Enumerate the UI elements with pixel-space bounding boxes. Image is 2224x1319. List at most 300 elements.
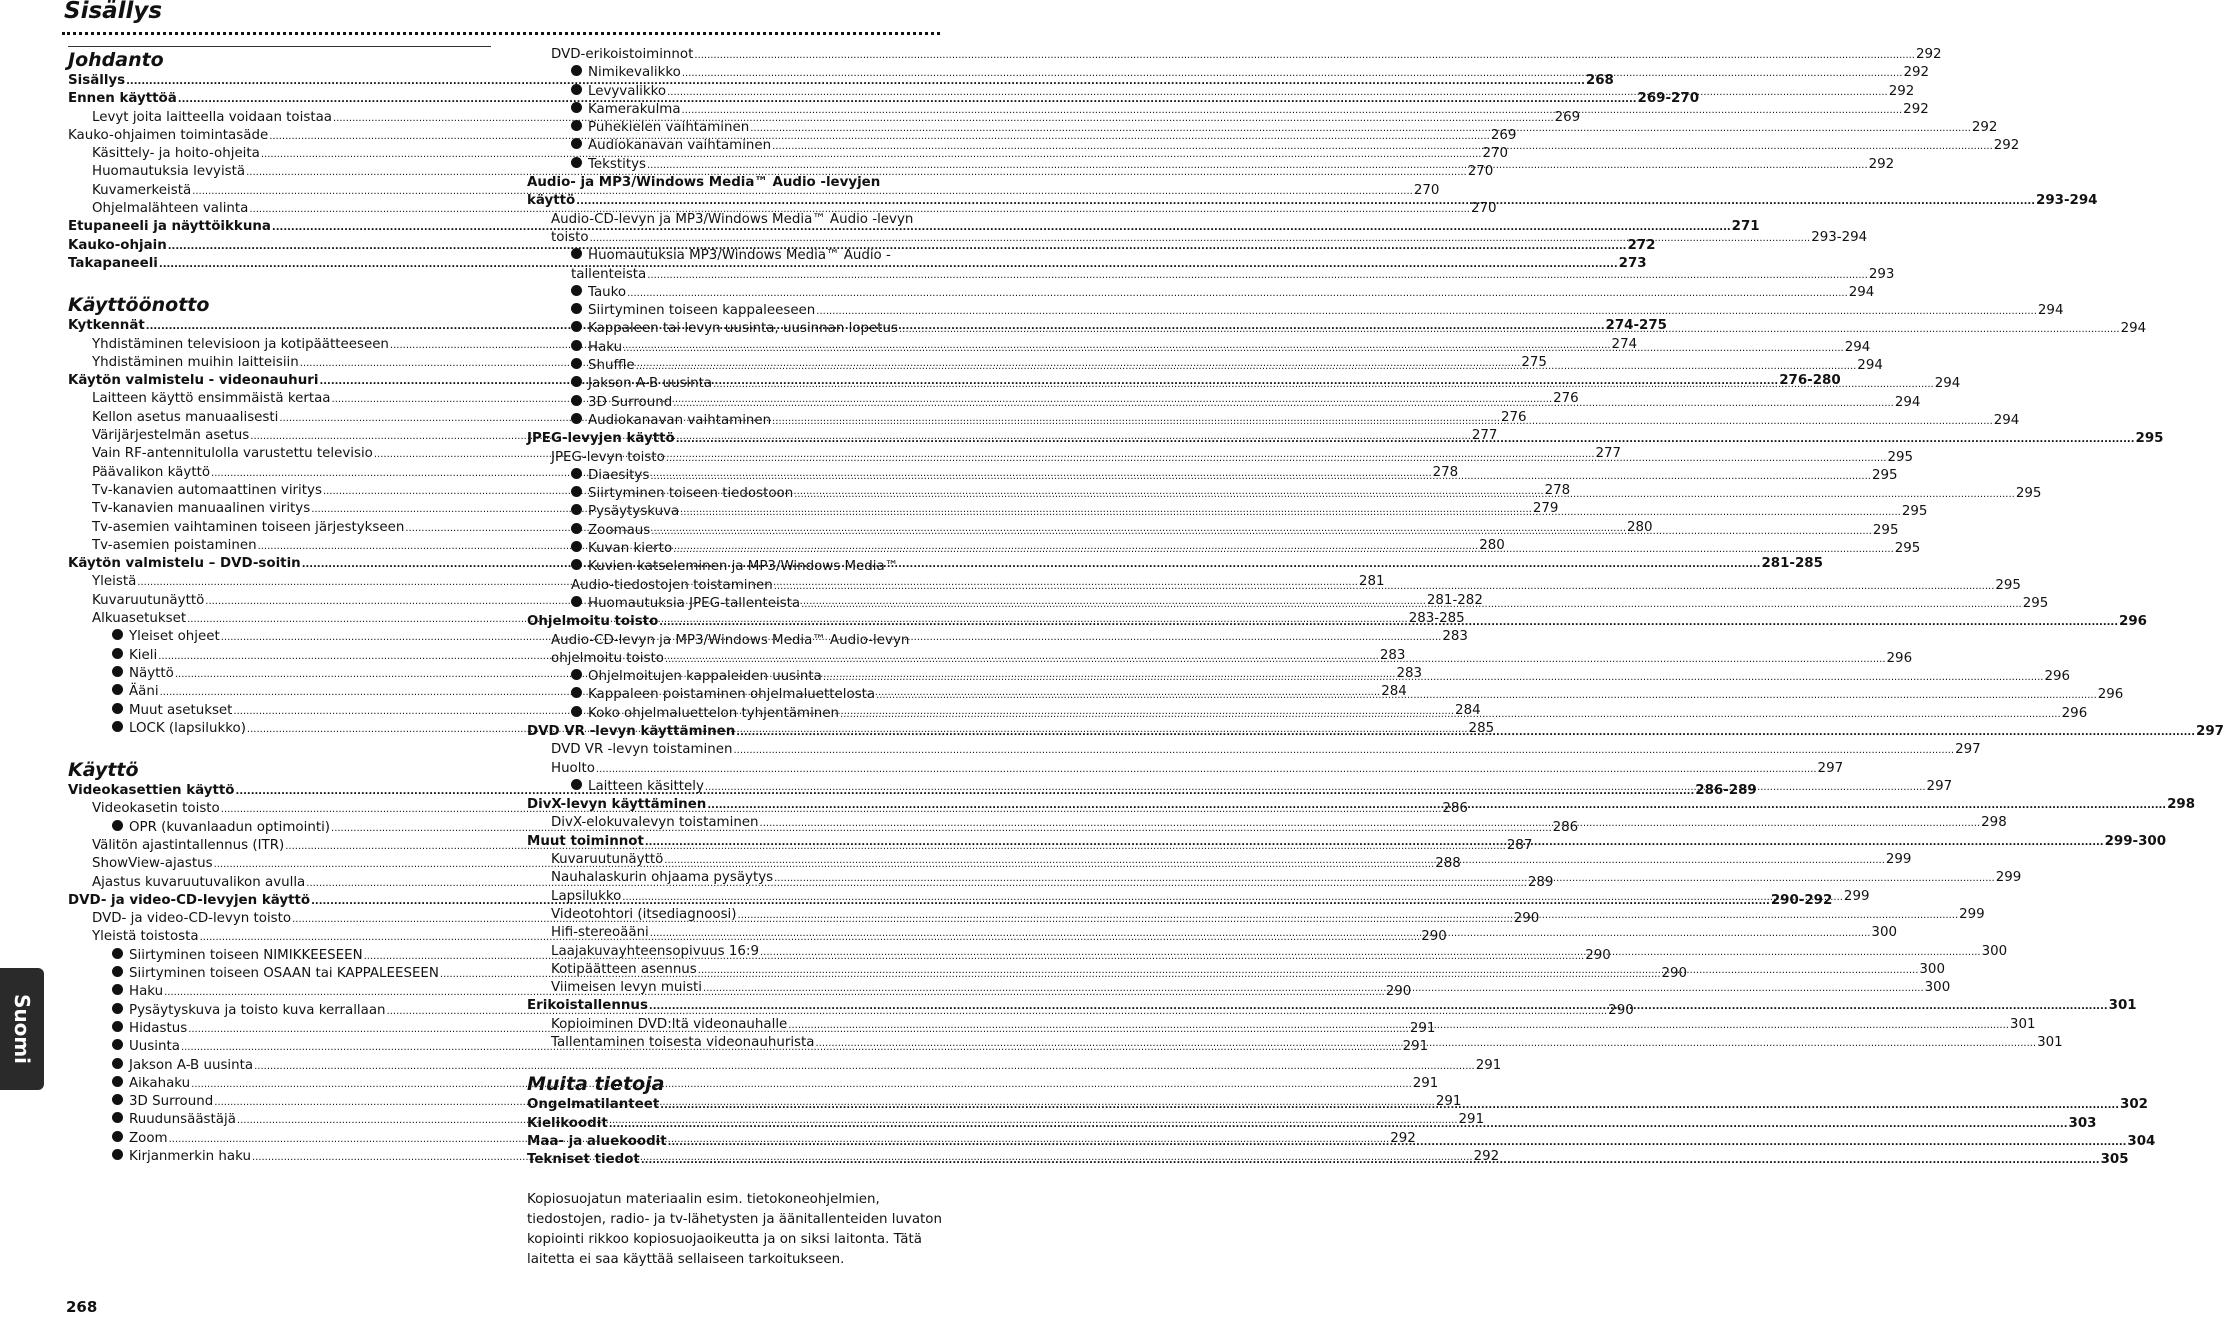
toc-entry-title: Yleiset ohjeet: [129, 629, 220, 645]
dot-leader: [823, 668, 2044, 686]
toc-entry-title: Välitön ajastintallennus (ITR): [92, 837, 285, 853]
toc-page-number: 305: [2100, 1152, 2129, 1168]
bullet-icon: [112, 1003, 123, 1014]
toc-page-number: 290: [1385, 984, 1412, 1000]
dot-leader: [636, 357, 1857, 375]
toc-entry-title: 3D Surround: [588, 394, 673, 410]
toc-page-number: 298: [1981, 815, 2007, 831]
toc-entry-title: Aikahaku: [129, 1075, 191, 1091]
toc-page-number: 281-282: [1426, 592, 1483, 608]
bullet-icon: [112, 984, 123, 995]
toc-page-number: 291: [1475, 1057, 1502, 1073]
bullet-icon: [112, 1112, 123, 1123]
toc-entry-title: Erikoistallennus: [527, 998, 648, 1014]
toc-entry-title: Takapaneeli: [68, 255, 158, 271]
toc-page-number: 295: [2015, 486, 2042, 502]
toc-page-number: 284: [1455, 702, 1481, 718]
toc-page-number: 290: [1608, 1002, 1634, 1018]
dot-leader: [596, 760, 1817, 778]
toc-page-number: 294: [1934, 376, 1961, 392]
toc-entry-title: Kotipäätteen asennus: [551, 961, 697, 977]
bullet-icon: [571, 157, 582, 168]
dot-leader: [649, 997, 2108, 1015]
toc-entry-title: Siirtyminen toiseen tiedostoon: [588, 486, 794, 502]
toc-page-number: 291: [1435, 1094, 1462, 1110]
toc-entry-line: [527, 247, 950, 265]
toc-entry-title: Värijärjestelmän asetus: [92, 428, 250, 444]
dot-leader: [665, 650, 1886, 668]
toc-page-number: 292: [1903, 101, 1929, 117]
toc-entry-title: Ohjelmoitu toisto: [527, 614, 659, 630]
toc-page-number: 294: [1844, 339, 1871, 355]
dot-leader: [816, 302, 2037, 320]
bullet-icon: [112, 629, 123, 640]
toc-entry-title: Muut asetukset: [129, 702, 233, 718]
dot-leader: [647, 156, 1868, 174]
toc-entry-title: Audiokanavan vaihtaminen: [588, 412, 772, 428]
toc-entry-title: Levyvalikko: [588, 83, 667, 99]
dot-leader: [622, 888, 1843, 906]
toc-page-number: 291: [1458, 1112, 1485, 1128]
toc-entry: [527, 760, 1844, 778]
toc-page-number: 290-292: [1770, 892, 1833, 908]
toc-entry-title: Ennen käyttöä: [68, 91, 177, 107]
toc-page-number: 271: [1731, 219, 1760, 235]
toc-page-number: 294: [1894, 394, 1921, 410]
toc-entry-title: Tv-asemien vaihtaminen toiseen järjestykseen: [92, 519, 405, 535]
toc-page-number: 294: [2037, 303, 2064, 319]
toc-page-number: 303: [2068, 1115, 2097, 1131]
bullet-icon: [571, 559, 582, 570]
toc-entry-title: Käsittely- ja hoito-ohjeita: [92, 146, 260, 162]
toc-page-number: 280: [1479, 537, 1505, 553]
bullet-icon: [571, 504, 582, 515]
bullet-icon: [571, 303, 582, 314]
toc-entry-title: Pysäytyskuva ja toisto kuva kerrallaan: [129, 1002, 386, 1018]
dot-leader: [801, 595, 2022, 613]
toc-entry-title: Huolto: [551, 760, 595, 776]
toc-entry-title: Diaesitys: [588, 467, 650, 483]
toc-page-number: 295: [1872, 522, 1899, 538]
dot-leader: [736, 723, 2195, 741]
toc-page-number: 297: [1955, 742, 1981, 758]
toc-entry-title: Videokasetin toisto: [92, 801, 220, 817]
toc-entry-title: Etupaneeli ja näyttöikkuna: [68, 219, 271, 235]
toc-page-number: 300: [1919, 961, 1945, 977]
toc-page-number: 295: [1887, 449, 1914, 465]
toc-entry-title: OPR (kuvanlaadun optimointi): [129, 819, 331, 835]
toc-page-number: 293: [1868, 266, 1895, 282]
toc-page-number: 281-285: [1761, 556, 1823, 572]
toc-page-number: 297: [2196, 723, 2224, 739]
toc-entry-title: Audiokanavan vaihtaminen: [588, 138, 772, 154]
bullet-icon: [571, 413, 582, 424]
toc-entry: [527, 46, 1942, 64]
toc-entry-title: Kuvamerkeistä: [92, 182, 192, 198]
dot-leader: [774, 577, 1995, 595]
toc-entry-title: Ääni: [129, 684, 159, 700]
bullet-icon: [571, 358, 582, 369]
toc-entry-title: Puhekielen vaihtaminen: [588, 120, 750, 136]
toc-page-number: 291: [1409, 1020, 1436, 1036]
toc-entry-title: Huomautuksia MP3/Windows Media™ Audio -: [588, 248, 891, 264]
toc-entry: [527, 284, 1875, 302]
bullet-icon: [571, 523, 582, 534]
toc-entry-line: [527, 632, 950, 650]
toc-entry-title: Ohjelmoitujen kappaleiden uusinta: [588, 669, 822, 685]
dot-leader: [788, 1016, 2009, 1034]
toc-entry-title: Shuffle: [588, 358, 635, 374]
dot-leader: [738, 906, 1959, 924]
dot-leader: [645, 833, 2104, 851]
section-heading: Käyttöönotto: [68, 294, 210, 317]
bullet-icon: [571, 596, 582, 607]
toc-page-number: 269: [1554, 109, 1581, 125]
toc-page-number: 296: [2044, 669, 2070, 685]
toc-page-number: 294: [1848, 284, 1875, 300]
toc-page-number: 302: [2120, 1097, 2148, 1113]
dot-leader: [680, 503, 1901, 521]
toc-entry-title: Siirtyminen toiseen NIMIKKEESEEN: [129, 947, 363, 963]
toc-entry-title: Uusinta: [129, 1039, 180, 1055]
toc-entry: [68, 1057, 1502, 1075]
dot-leader: [772, 412, 1993, 430]
toc-entry-title: DVD VR -levyn toistaminen: [551, 742, 733, 758]
toc-page-number: 278: [1544, 482, 1571, 498]
toc-entry-title: Audio-CD-levyn ja MP3/Windows Media™ Audio -levyn: [551, 211, 914, 227]
toc-page-number: 296: [2097, 687, 2124, 703]
bullet-icon: [571, 779, 582, 790]
toc-page-number: 295: [2022, 595, 2049, 611]
dot-leader: [660, 1096, 2119, 1114]
toc-entry-title: Kielikoodit: [527, 1115, 608, 1131]
toc-page-number: 294: [1857, 358, 1883, 374]
bullet-icon: [112, 966, 123, 977]
language-tab: [0, 968, 44, 1090]
dot-leader: [682, 101, 1903, 119]
toc-entry-title: Kuvien katseleminen ja MP3/Windows Media™: [588, 559, 899, 575]
toc-page-number: 283: [1379, 647, 1406, 663]
toc-page-number: 292: [1993, 138, 2020, 154]
toc-entry-title: Pysäytyskuva: [588, 504, 680, 520]
toc-page-number: 301: [2037, 1035, 2063, 1051]
toc-entry-title: Vain RF-antennitulolla varustettu televisio: [92, 446, 373, 462]
bullet-icon: [112, 1131, 123, 1142]
toc-page-number: 277: [1595, 446, 1622, 462]
dot-leader: [772, 137, 1993, 155]
toc-page-number: 290: [1513, 911, 1540, 927]
dot-leader: [673, 394, 1894, 412]
toc-entry: [527, 266, 1895, 284]
toc-entry-title: Levyt joita laitteella voidaan toistaa: [92, 109, 332, 125]
toc-page-number: 286: [1552, 819, 1579, 835]
toc-page-number: 270: [1470, 201, 1497, 217]
toc-entry-title: Siirtyminen toiseen kappaleeseen: [588, 303, 816, 319]
dot-leader: [815, 1034, 2036, 1052]
toc-page-number: 277: [1471, 428, 1498, 444]
toc-entry-title: LOCK (lapsilukko): [129, 720, 246, 736]
toc-entry-title: DVD- ja video-CD-levyjen käyttö: [68, 892, 311, 908]
bullet-icon: [571, 376, 582, 387]
toc-page-number: 269: [1490, 127, 1517, 143]
toc-entry-title: Audio- ja MP3/Windows Media™ Audio -levyjen: [527, 175, 881, 191]
bullet-icon: [112, 1021, 123, 1032]
toc-page-number: 280: [1627, 519, 1653, 535]
toc-entry-title: Kopioiminen DVD:ltä videonauhalle: [551, 1016, 788, 1032]
dot-leader: [576, 192, 2035, 210]
bullet-icon: [112, 1076, 123, 1087]
toc-entry-title: Kuvaruutunäyttö: [551, 852, 664, 868]
toc-entry-title: Ajastus kuvaruutuvalikon avulla: [92, 874, 306, 890]
bullet-icon: [571, 248, 582, 259]
toc-entry-title: Muut toiminnot: [527, 833, 644, 849]
toc-page-number: 295: [1901, 504, 1928, 520]
toc-entry-title: JPEG-levyn toisto: [551, 449, 665, 465]
toc-entry-title: Sisällys: [68, 73, 126, 88]
toc-entry-title: Nauhalaskurin ohjaama pysäytys: [551, 870, 774, 886]
dot-leader: [667, 83, 1888, 101]
toc-entry-title: Yhdistäminen muihin laitteisiin: [92, 354, 299, 370]
toc-entry-line: [527, 211, 950, 229]
toc-page-number: 299-300: [2104, 833, 2167, 849]
section-gap: [68, 273, 491, 293]
toc-page-number: 290: [1585, 947, 1611, 963]
toc-page-number: 301: [2009, 1016, 2036, 1032]
bullet-icon: [112, 820, 123, 831]
toc-page-number: 268: [1585, 73, 1614, 88]
section-heading: Muita tietoja: [527, 1073, 665, 1096]
dot-leader: [760, 814, 1981, 832]
toc-page-number: 289: [1527, 874, 1554, 890]
toc-entry-title: Yhdistäminen televisioon ja kotipäätteeseen: [92, 336, 389, 352]
toc-entry-title: Huomautuksia JPEG-tallenteista: [588, 595, 801, 611]
dot-leader: [666, 449, 1887, 467]
toc-entry-title: Kytkennät: [68, 318, 145, 334]
toc-entry-title: Kappaleen tai levyn uusinta, uusinnan lopetus: [588, 321, 898, 337]
toc-entry-title: Ongelmatilanteet: [527, 1097, 660, 1113]
toc-page-number: 276: [1500, 409, 1527, 425]
toc-entry-title: Laajakuvayhteensopivuus 16:9: [551, 943, 759, 959]
toc-entry-title: JPEG-levyjen käyttö: [527, 431, 675, 447]
toc-entry-title: Kauko-ohjaimen toimintasäde: [68, 127, 269, 143]
toc-entry-title: Videokasettien käyttö: [68, 783, 235, 799]
dot-leader: [794, 485, 2015, 503]
toc-page-number: 273: [1618, 255, 1647, 271]
dot-leader: [668, 1133, 2127, 1151]
toc-page-number: 288: [1435, 856, 1461, 872]
toc-entry-title: DivX-levyn käyttäminen: [527, 797, 707, 813]
toc-entry-title: Lapsilukko: [551, 888, 622, 904]
section-heading: Johdanto: [68, 46, 491, 72]
toc-page-number: 300: [1924, 980, 1951, 996]
dot-leader: [664, 851, 1885, 869]
toc-page-number: 297: [1817, 760, 1844, 776]
toc-page-number: 283-285: [1408, 611, 1465, 627]
toc-entry-title: ohjelmoitu toisto: [551, 650, 664, 666]
dot-leader: [650, 924, 1871, 942]
toc-page-number: 292: [1903, 65, 1929, 81]
toc-entry-title: Zoomaus: [588, 522, 651, 538]
page-number: 268: [66, 1298, 98, 1316]
toc-entry-title: Maa- ja aluekoodit: [527, 1133, 667, 1149]
dot-leader: [876, 686, 2097, 704]
toc-page-number: 290: [1661, 966, 1688, 982]
toc-page-number: 278: [1432, 464, 1459, 480]
toc-page-number: 279: [1532, 501, 1559, 517]
toc-entry-title: Haku: [129, 984, 164, 1000]
dot-leader: [641, 1151, 2100, 1169]
toc-page-number: 296: [2061, 705, 2088, 721]
bullet-icon: [112, 1094, 123, 1105]
toc-page-number: 292: [1888, 83, 1915, 99]
toc-entry-title: Tv-kanavien automaattinen viritys: [92, 482, 322, 498]
toc-page-number: 297: [1926, 778, 1953, 794]
bullet-icon: [571, 486, 582, 497]
toc-entry-title: Audio-tiedostojen toistaminen: [571, 577, 773, 593]
dot-leader: [676, 430, 2135, 448]
toc-entry-title: Näyttö: [129, 665, 174, 681]
bullet-icon: [571, 395, 582, 406]
dot-leader: [590, 229, 1811, 247]
toc-entry-title: Tv-asemien poistaminen: [92, 537, 257, 553]
toc-entry-title: ShowView-ajastus: [92, 856, 213, 872]
toc-entry-title: toisto: [551, 229, 589, 245]
bullet-icon: [571, 321, 582, 332]
toc-page-number: 299: [1843, 888, 1870, 904]
toc-entry-title: Haku: [588, 339, 623, 355]
toc-entry-line: [527, 174, 950, 192]
toc-page-number: 292: [1915, 47, 1942, 62]
copyright-note: Kopiosuojatun materiaalin esim. tietokoneohjelmien, tiedostojen, radio- ja tv-lähetysten ja äänitallenteiden luvaton kopiointi rikkoo kopiosuojaoikeutta ja on siksi laitonta. Tätä laitetta ei saa käyttää sellaiseen tarkoitukseen.: [527, 1192, 942, 1267]
dot-leader: [673, 540, 1894, 558]
bullet-icon: [571, 84, 582, 95]
toc-entry-title: Kieli: [129, 647, 158, 663]
toc-page-number: 270: [1467, 164, 1494, 180]
toc-page-number: 292: [1971, 120, 1998, 136]
dot-leader: [774, 869, 1995, 887]
toc-page-number: 274: [1611, 336, 1638, 352]
toc-entry-title: Yleistä: [92, 574, 137, 590]
toc-page-number: 295: [1894, 541, 1921, 557]
toc-entry-title: Käytön valmistelu - videonauhuri: [68, 373, 319, 389]
toc-page-number: 292: [1390, 1130, 1416, 1146]
dot-leader: [650, 467, 1871, 485]
dot-leader: [750, 119, 1971, 137]
bullet-icon: [571, 65, 582, 76]
toc-page-number: 300: [1981, 943, 2008, 959]
bullet-icon: [112, 721, 123, 732]
bullet-icon: [571, 120, 582, 131]
toc-page-number: 284: [1381, 684, 1407, 700]
toc-entry-title: Ruudunsäästäjä: [129, 1112, 236, 1128]
toc-page-number: 295: [1995, 577, 2021, 593]
toc-entry-title: Jakson A-B uusinta: [129, 1057, 254, 1073]
bullet-icon: [112, 948, 123, 959]
dot-leader: [840, 705, 2061, 723]
toc-entry-title: Kirjanmerkin haku: [129, 1149, 251, 1165]
toc-entry-title: Tv-kanavien manuaalinen viritys: [92, 501, 311, 517]
toc-entry-title: Laitteen käyttö ensimmäistä kertaa: [92, 391, 331, 407]
bullet-icon: [112, 1149, 123, 1160]
toc-page-number: 281: [1358, 574, 1385, 590]
toc-page-number: 293-294: [1811, 229, 1868, 245]
toc-entry-line: [527, 558, 950, 576]
toc-page-number: 270: [1413, 182, 1440, 198]
dot-leader: [647, 266, 1868, 284]
toc-entry-title: Laitteen käsittely: [588, 778, 704, 794]
toc-entry-title: Kamerakulma: [588, 101, 681, 117]
toc-entry-title: Hifi-stereoääni: [551, 925, 649, 941]
bullet-icon: [571, 138, 582, 149]
toc-entry-title: Kappaleen poistaminen ohjelmaluettelosta: [588, 687, 876, 703]
section-heading: Käyttö: [68, 759, 139, 782]
toc-page-number: 285: [1468, 720, 1495, 736]
dot-leader: [707, 796, 2166, 814]
dot-leader: [651, 522, 1872, 540]
toc-entry-title: Kuvan kierto: [588, 541, 673, 557]
toc-page-number: 296: [2119, 614, 2147, 630]
toc-entry-title: Tallentaminen toisesta videonauhurista: [551, 1035, 815, 1051]
page-title: Sisällys: [64, 0, 163, 24]
toc-page-number: 295: [2135, 431, 2164, 447]
toc-page-number: 275: [1521, 354, 1547, 370]
dot-leader: [760, 943, 1981, 961]
toc-page-number: 272: [1627, 237, 1656, 253]
toc-page-number: 287: [1506, 837, 1533, 853]
toc-entry-title: DVD VR -levyn käyttäminen: [527, 723, 736, 739]
bullet-icon: [112, 666, 123, 677]
toc-page-number: 276: [1553, 391, 1579, 407]
toc-page-number: 274-275: [1605, 318, 1667, 334]
toc-entry-title: Kellon asetus manuaalisesti: [92, 409, 279, 425]
toc-page-number: 276-280: [1779, 373, 1841, 389]
toc-entry-title: Päävalikon käyttö: [92, 464, 211, 480]
toc-entry-title: Huomautuksia levyistä: [92, 164, 246, 180]
dot-leader: [713, 375, 1934, 393]
toc-entry-title: Hidastus: [129, 1020, 188, 1036]
toc-page-number: 283: [1396, 665, 1423, 681]
toc-entry: [527, 741, 1981, 759]
dot-leader: [627, 284, 1848, 302]
toc-page-number: 292: [1473, 1149, 1500, 1165]
dot-leader: [609, 1115, 2068, 1133]
toc-entry-title: Videotohtori (itsediagnoosi): [551, 906, 737, 922]
bullet-icon: [571, 706, 582, 717]
bullet-icon: [571, 285, 582, 296]
toc-page-number: 291: [1402, 1039, 1429, 1055]
bullet-icon: [112, 1058, 123, 1069]
bullet-icon: [571, 541, 582, 552]
bullet-icon: [112, 1039, 123, 1050]
title-dotted-rule: [62, 32, 940, 35]
toc-entry-title: Tekniset tiedot: [527, 1152, 640, 1168]
toc-page-number: 301: [2108, 998, 2137, 1014]
toc-page-number: 291: [1412, 1075, 1439, 1091]
language-tab-label: Suomi: [10, 993, 34, 1065]
section-gap: [68, 738, 491, 758]
toc-entry-title: Koko ohjelmaluettelon tyhjentäminen: [588, 705, 840, 721]
dot-leader: [659, 613, 2118, 631]
toc-entry-title: Tekstitys: [588, 156, 646, 172]
dot-leader: [682, 64, 1903, 82]
dot-leader: [733, 741, 1954, 759]
toc-page-number: 286: [1442, 801, 1468, 817]
toc-page-number: 270: [1482, 146, 1509, 162]
section-gap: [527, 1052, 950, 1072]
dot-leader: [698, 961, 1919, 979]
toc-page-number: 298: [2167, 797, 2196, 813]
bullet-icon: [112, 703, 123, 714]
